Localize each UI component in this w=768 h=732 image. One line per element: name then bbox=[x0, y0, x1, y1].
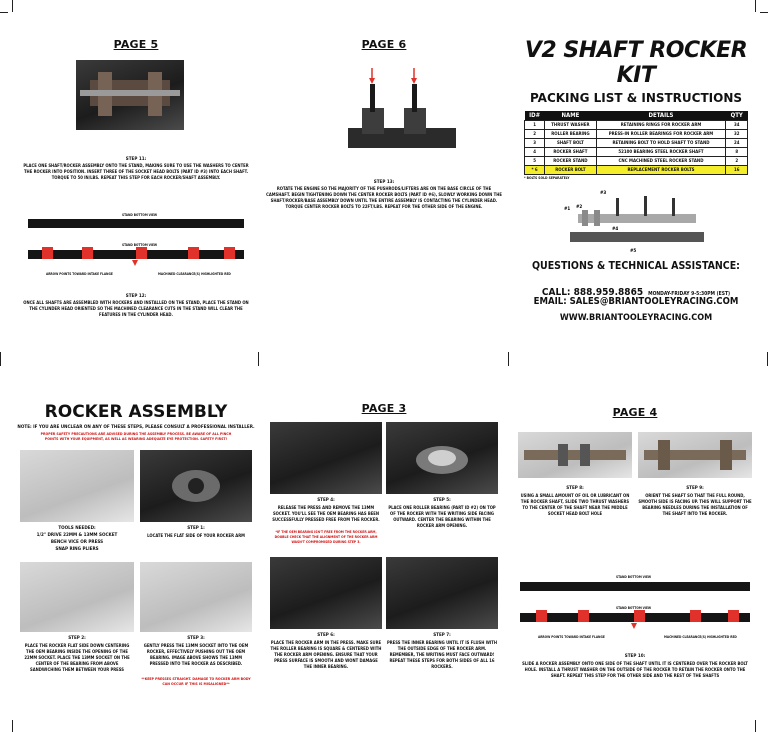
step7-photo bbox=[386, 557, 498, 629]
arrow-down-icon bbox=[132, 260, 138, 266]
cell: 1 bbox=[525, 121, 545, 130]
step2-text: PLACE THE ROCKER FLAT SIDE DOWN CENTERING THE OEM BEARING INSIDE THE OPENING OF THE 22MM SOCKET. PLACE THE 13MM SOCKET ON THE CENTER OF THE BEARING FROM ABOVE SANDWICHING THEM BETWEEN YOUR PRESS bbox=[24, 643, 130, 673]
part-label: #4 bbox=[612, 227, 619, 232]
note-text: NOTE: IF YOU ARE UNCLEAR ON ANY OF THESE STEPS, PLEASE CONSULT A PROFESSIONAL INSTALLER. bbox=[17, 425, 255, 430]
cell: RETAINING BOLT TO HOLD SHAFT TO STAND bbox=[596, 139, 726, 148]
arrow-label: MACHINED CLEARANCE(S) HIGHLIGHTED RED bbox=[158, 272, 231, 276]
step13-heading: STEP 13: bbox=[373, 180, 395, 185]
roller-bearing-icon bbox=[386, 422, 498, 494]
stand-diagram-bottom bbox=[520, 613, 750, 622]
step11-heading: STEP 11: bbox=[125, 157, 147, 162]
website-link[interactable]: WWW.BRIANTOOLEYRACING.COM bbox=[559, 313, 713, 323]
cell: 5 bbox=[525, 157, 545, 166]
stand-diagram-top bbox=[520, 582, 750, 591]
step8-heading: STEP 8: bbox=[566, 486, 584, 491]
step10-heading: STEP 10: bbox=[624, 654, 646, 659]
step3-photo bbox=[140, 562, 252, 632]
cell: 2 bbox=[525, 130, 545, 139]
clearance-cut bbox=[536, 610, 547, 622]
stand-diagram-bottom bbox=[28, 250, 244, 259]
tool-item: SNAP RING PLIERS bbox=[55, 547, 99, 552]
table-header-row bbox=[525, 111, 748, 121]
kit-subtitle: PACKING LIST & INSTRUCTIONS bbox=[529, 91, 743, 105]
safety-warning: PROPER SAFETY PRECAUTIONS ARE ADVISED DURING THE ASSEMBLY PROCESS. BE AWARE OF ALL PINCH POINTS WITH YOUR EQUIPMENT, AS WELL AS WEARING ADEQUATE EYE PROTECTION. SAFETY FIRST! bbox=[40, 432, 232, 442]
step7-heading: STEP 7: bbox=[433, 633, 451, 638]
table-row bbox=[525, 148, 748, 157]
column-header: NAME bbox=[545, 111, 596, 121]
step7-text: PRESS THE INNER BEARING UNTIL IT IS FLUSH WITH THE OUTSIDE EDGE OF THE ROCKER ARM. REMEMBER, THE WRITING MUST FACE OUTWARD! REPEAT THESE STEPS FOR BOTH SIDES OF ALL 16 ROCKERS. bbox=[386, 640, 498, 670]
step9-photo bbox=[638, 432, 752, 478]
parts-exploded-illustration bbox=[560, 186, 710, 256]
step10-text: SLIDE A ROCKER ASSEMBLY ONTO ONE SIDE OF THE SHAFT UNTIL IT IS CENTERED OVER THE ROCKER BOLT HOLE. INSTALL A THRUST WASHER ON THE OUTSIDE OF THE ROCKER TO RETAIN THE ROCKER ONTO THE SHAFT. REPEAT THIS STEP FOR THE OTHER SIDE AND THE REST OF THE SHAFTS bbox=[522, 661, 748, 679]
cell: 34 bbox=[726, 121, 748, 130]
crop-mark bbox=[12, 0, 13, 12]
step8-photo bbox=[518, 432, 632, 478]
cell: 3 bbox=[525, 139, 545, 148]
crop-mark bbox=[0, 352, 1, 366]
cell: SHAFT BOLT bbox=[545, 139, 596, 148]
cell: 16 bbox=[726, 166, 748, 175]
step11-text: PLACE ONE SHAFT/ROCKER ASSEMBLY ONTO THE STAND, MAKING SURE TO USE THE WASHERS TO CENTER THE ROCKER INTO POSITION. INSERT THREE OF THE SOCKET HEAD BOLTS (PART ID #3) INTO EACH SHAFT. TORQUE TO 50 IN/LBS. REPEAT THIS STEP FOR EACH ROCKER/SHAFT ASSEMBLY. bbox=[23, 163, 249, 181]
rocker-assembly-panel bbox=[16, 402, 256, 720]
page5-panel bbox=[14, 38, 258, 338]
rocker-flat-side-photo bbox=[140, 450, 252, 522]
view-label: STAND BOTTOM VIEW bbox=[122, 243, 158, 247]
step1-heading: STEP 1: bbox=[187, 526, 205, 531]
step4-text: RELEASE THE PRESS AND REMOVE THE 13MM SOCKET. YOU'LL SEE THE OEM BEARING HAS BEEN SUCCESSFULLY PRESSED FREE FROM THE ROCKER. bbox=[272, 505, 380, 523]
assistance-heading: QUESTIONS & TECHNICAL ASSISTANCE: bbox=[532, 260, 740, 272]
clearance-cut bbox=[728, 610, 739, 622]
stand-diagram-top bbox=[28, 219, 244, 228]
crop-mark bbox=[258, 352, 259, 366]
clearance-cut bbox=[82, 247, 93, 259]
column-header: DETAILS bbox=[596, 111, 726, 121]
stand-install-illustration bbox=[342, 68, 462, 168]
email-link[interactable]: EMAIL: SALES@BRIANTOOLEYRACING.COM bbox=[533, 296, 739, 307]
step4-warning: *IF THE OEM BEARING ISN'T FREE FROM THE ROCKER ARM, DOUBLE CHECK THAT THE ALIGNMENT OF THE ROCKER ARM WASN'T COMPROMISED DURING STEP 3. bbox=[274, 530, 378, 544]
step3-heading: STEP 3: bbox=[187, 636, 205, 641]
section-title: ROCKER ASSEMBLY bbox=[44, 402, 228, 422]
table-footnote: * BOLTS SOLD SEPARATELY bbox=[524, 176, 570, 180]
part-label: #2 bbox=[576, 205, 583, 210]
tools-photo bbox=[20, 450, 134, 522]
page6-panel bbox=[262, 38, 506, 338]
phone-number[interactable]: CALL: 888.959.8865 bbox=[541, 287, 644, 298]
page3-panel bbox=[266, 402, 502, 720]
tool-item: 1/2" DRIVE 22MM & 13MM SOCKET bbox=[36, 533, 118, 538]
view-label: STAND BOTTOM VIEW bbox=[122, 213, 158, 217]
table-row bbox=[525, 121, 748, 130]
clearance-cut bbox=[136, 247, 147, 259]
step12-heading: STEP 12: bbox=[125, 294, 147, 299]
table-row bbox=[525, 157, 748, 166]
crop-mark bbox=[755, 0, 756, 12]
arrow-label: MACHINED CLEARANCE(S) HIGHLIGHTED RED bbox=[664, 635, 737, 639]
cell: 8 bbox=[726, 148, 748, 157]
arrow-down-icon bbox=[631, 623, 637, 629]
step9-text: ORIENT THE SHAFT SO THAT THE FULL ROUND, SMOOTH SIDE IS FACING UP. THIS WILL SUPPORT THE BEARING NEEDLES DURING THE INSTALLATION OF THE SHAFT INTO THE ROCKER. bbox=[638, 493, 752, 517]
kit-title: V2 SHAFT ROCKER KIT bbox=[524, 38, 748, 88]
phone-hours: MONDAY-FRIDAY 9-5:30PM (EST) bbox=[648, 291, 731, 297]
cell: 2 bbox=[726, 157, 748, 166]
step5-heading: STEP 5: bbox=[433, 498, 451, 503]
cell: REPLACEMENT ROCKER BOLTS bbox=[596, 166, 726, 175]
page-title: PAGE 4 bbox=[612, 406, 658, 419]
cell: ROCKER STAND bbox=[545, 157, 596, 166]
view-label: STAND BOTTOM VIEW bbox=[616, 606, 652, 610]
tools-heading: TOOLS NEEDED: bbox=[58, 526, 96, 531]
cover-panel bbox=[516, 38, 756, 338]
column-header: QTY bbox=[726, 111, 748, 121]
table-row bbox=[525, 130, 748, 139]
step2-heading: STEP 2: bbox=[68, 636, 86, 641]
part-label: #3 bbox=[600, 191, 607, 196]
page-title: PAGE 5 bbox=[113, 38, 159, 51]
step12-text: ONCE ALL SHAFTS ARE ASSEMBLED WITH ROCKERS AND INSTALLED ON THE STAND, PLACE THE STAND ON THE CYLINDER HEAD ORIENTED SO THE MACHINED CLEARANCE CUTS IN THE STAND WILL CLEAR THE FEATURES IN THE CYLINDER HEAD. bbox=[23, 300, 249, 318]
step3-text: GENTLY PRESS THE 13MM SOCKET INTO THE OEM ROCKER, EFFECTIVELY PUSHING OUT THE OEM BEARING. IMAGE ABOVE SHOWS THE 13MM PRESSED INTO THE ROCKER AS DESCRIBED. bbox=[143, 643, 249, 667]
cell: RETAINING RINGS FOR ROCKER ARM bbox=[596, 121, 726, 130]
clearance-cut bbox=[42, 247, 53, 259]
step1-text: LOCATE THE FLAT SIDE OF YOUR ROCKER ARM bbox=[147, 533, 245, 538]
view-label: STAND BOTTOM VIEW bbox=[616, 575, 652, 579]
crop-mark bbox=[12, 720, 13, 732]
cell: * 6 bbox=[525, 166, 545, 175]
rocker-shaft-icon bbox=[518, 432, 632, 478]
cell: THRUST WASHER bbox=[545, 121, 596, 130]
column-header: ID# bbox=[525, 111, 545, 121]
part-label: #1 bbox=[564, 207, 571, 212]
part-label: #5 bbox=[630, 249, 637, 254]
step4-photo bbox=[270, 422, 382, 494]
arrow-label: ARROW POINTS TOWARD INTAKE FLANGE bbox=[46, 272, 113, 276]
step8-text: USING A SMALL AMOUNT OF OIL OR LUBRICANT ON THE ROCKER SHAFT, SLIDE TWO THRUST WASHERS TO THE CENTER OF THE SHAFT NEAR THE MIDDLE SOCKET HEAD BOLT HOLE bbox=[520, 493, 630, 517]
step5-photo bbox=[386, 422, 498, 494]
cell: 4 bbox=[525, 148, 545, 157]
cell: ROCKER SHAFT bbox=[545, 148, 596, 157]
step6-text: PLACE THE ROCKER ARM IN THE PRESS. MAKE SURE THE ROLLER BEARING IS SQUARE & CENTERED WITH THE ROCKER ARM OPENING. ENSURE THAT YOUR PRESS SURFACE IS SMOOTH AND WONT DAMAGE THE INNER BEARING. bbox=[270, 640, 382, 670]
cell: 24 bbox=[726, 139, 748, 148]
step4-heading: STEP 4: bbox=[317, 498, 335, 503]
page4-panel bbox=[514, 402, 756, 720]
shaft-rocker-photo bbox=[76, 60, 184, 130]
step2-photo bbox=[20, 562, 134, 632]
crop-mark bbox=[0, 12, 8, 13]
step9-heading: STEP 9: bbox=[686, 486, 704, 491]
cell: 52100 BEARING STEEL ROCKER SHAFT bbox=[596, 148, 726, 157]
crop-mark bbox=[508, 352, 509, 366]
clearance-cut bbox=[690, 610, 701, 622]
cell: ROCKER BOLT bbox=[545, 166, 596, 175]
step5-text: PLACE ONE ROLLER BEARING (PART ID #2) ON TOP OF THE ROCKER WITH THE WRITING SIDE FACING OUTWARD. CENTER THE BEARING WITHIN THE ROCKER ARM OPENING. bbox=[388, 505, 496, 529]
page-title: PAGE 3 bbox=[361, 402, 407, 415]
clearance-cut bbox=[224, 247, 235, 259]
cell: 32 bbox=[726, 130, 748, 139]
table-row bbox=[525, 139, 748, 148]
crop-mark bbox=[760, 12, 768, 13]
arrow-label: ARROW POINTS TOWARD INTAKE FLANGE bbox=[538, 635, 605, 639]
step3-warning: **KEEP PRESSES STRAIGHT. DAMAGE TO ROCKER ARM BODY CAN OCCUR IF THIS IS MISALIGNED** bbox=[141, 677, 251, 687]
table-row bbox=[525, 166, 748, 175]
rocker-shaft-icon bbox=[638, 432, 752, 478]
clearance-cut bbox=[578, 610, 589, 622]
cell: PRESS-IN ROLLER BEARINGS FOR ROCKER ARM bbox=[596, 130, 726, 139]
cell: ROLLER BEARING bbox=[545, 130, 596, 139]
rocker-arm-icon bbox=[140, 450, 252, 522]
page-title: PAGE 6 bbox=[361, 38, 407, 51]
tool-item: BENCH VICE OR PRESS bbox=[50, 540, 104, 545]
cell: CNC MACHINED STEEL ROCKER STAND bbox=[596, 157, 726, 166]
clearance-cut bbox=[188, 247, 199, 259]
rocker-stand-icon bbox=[76, 60, 184, 130]
clearance-cut bbox=[634, 610, 645, 622]
packing-list-table bbox=[524, 111, 748, 175]
step6-photo bbox=[270, 557, 382, 629]
step6-heading: STEP 6: bbox=[317, 633, 335, 638]
step13-text: ROTATE THE ENGINE SO THE MAJORITY OF THE PUSHRODS/LIFTERS ARE ON THE BASE CIRCLE OF THE CAMSHAFT. BEGIN TIGHTENING DOWN THE CENTER ROCKER BOLTS (PART ID #6), SLOWLY WORKING DOWN THE SHAFT/ROCKER/BASE ASSEMBLY DOWN UNTIL THE ENTIRE ASSEMBLY IS CONTACTING THE CYLINDER HEAD. TORQUE CENTER ROCKER BOLTS TO 22FT/LBS. REPEAT FOR THE OTHER SIDE OF THE ENGINE. bbox=[266, 186, 502, 210]
crop-mark bbox=[755, 720, 756, 732]
